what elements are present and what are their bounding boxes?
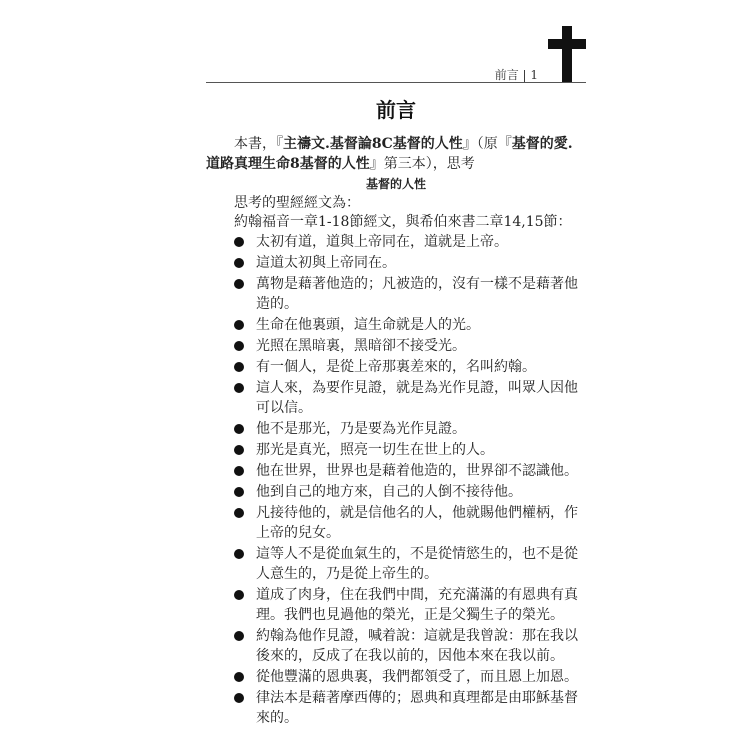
verse-text: 這人來，為要作見證，就是為光作見證，叫眾人因他可以信。: [256, 380, 578, 416]
verse-text: 生命在他裏頭，這生命就是人的光。: [256, 317, 480, 333]
verse-list: [234, 232, 586, 729]
bullet-icon: [234, 445, 244, 455]
list-item: [234, 585, 586, 625]
verse-text: 那光是真光，照亮一切生在世上的人。: [256, 442, 494, 458]
verse-text: 萬物是藉著他造的；凡被造的，沒有一樣不是藉著他造的。: [256, 276, 578, 312]
list-item: [234, 667, 586, 687]
bullet-icon: [234, 424, 244, 434]
list-item: [234, 503, 586, 543]
verse-text: 他不是那光，乃是要為光作見證。: [256, 421, 466, 437]
list-item: [234, 274, 586, 314]
list-item: [234, 419, 586, 439]
list-item: [234, 440, 586, 460]
list-item: [234, 482, 586, 502]
cross-icon: [548, 26, 586, 82]
intro-text: 本書，『: [234, 136, 283, 152]
verse-text: 這等人不是從血氣生的，不是從情慾生的，也不是從人意生的，乃是從上帝生的。: [256, 546, 578, 582]
bullet-icon: [234, 672, 244, 682]
bullet-icon: [234, 279, 244, 289]
verse-text: 凡接待他的，就是信他名的人，他就賜他們權柄，作上帝的兒女。: [256, 505, 578, 541]
list-item: [234, 461, 586, 481]
intro-text: 』第三本），思考: [369, 156, 475, 172]
verse-text: 太初有道，道與上帝同在，道就是上帝。: [256, 234, 508, 250]
bullet-icon: [234, 362, 244, 372]
list-item: [234, 544, 586, 584]
verse-text: 他在世界，世界也是藉着他造的，世界卻不認識他。: [256, 463, 578, 479]
list-item: [234, 232, 586, 252]
bullet-icon: [234, 590, 244, 600]
verse-text: 律法本是藉著摩西傳的；恩典和真理都是由耶穌基督來的。: [256, 690, 578, 726]
lead-line: 約翰福音一章1-18節經文，與希伯來書二章14,15節：: [234, 214, 572, 230]
list-item: [234, 253, 586, 273]
bullet-icon: [234, 508, 244, 518]
lead-line: 思考的聖經經文為：: [234, 195, 360, 211]
verse-text: 道成了肉身，住在我們中間，充充滿滿的有恩典有真理。我們也見過他的榮光，正是父獨生子的榮光。: [256, 587, 578, 623]
running-head: 前言 | 1: [494, 68, 538, 82]
page-title: 前言: [376, 98, 416, 122]
original-book-title: 基督的愛.道路真理生命8基督的人性: [206, 136, 573, 172]
bullet-icon: [234, 549, 244, 559]
bullet-icon: [234, 631, 244, 641]
bullet-icon: [234, 487, 244, 497]
verse-text: 有一個人，是從上帝那裏差來的，名叫約翰。: [256, 359, 536, 375]
bullet-icon: [234, 466, 244, 476]
book-title: 主禱文.基督論8C基督的人性: [283, 136, 463, 152]
bullet-icon: [234, 258, 244, 268]
intro-paragraph: [206, 134, 586, 174]
bullet-icon: [234, 693, 244, 703]
verse-text: 光照在黑暗裏，黑暗卻不接受光。: [256, 338, 466, 354]
list-item: [234, 626, 586, 666]
verse-text: 從他豐滿的恩典裏，我們都領受了，而且恩上加恩。: [256, 669, 578, 685]
bullet-icon: [234, 341, 244, 351]
bullet-icon: [234, 320, 244, 330]
intro-text: 』（原『: [462, 136, 512, 152]
verse-text: 他到自己的地方來，自己的人倒不接待他。: [256, 484, 522, 500]
list-item: [234, 336, 586, 356]
verse-text: 約翰為他作見證，喊着說：這就是我曾說：那在我以後來的，反成了在我以前的，因他本來在我以前。: [256, 628, 578, 664]
header-rule: [206, 82, 586, 83]
verse-text: 這道太初與上帝同在。: [256, 255, 396, 271]
bullet-icon: [234, 237, 244, 247]
list-item: [234, 315, 586, 335]
list-item: [234, 688, 586, 728]
list-item: [234, 357, 586, 377]
list-item: [234, 378, 586, 418]
section-subheading: 基督的人性: [365, 177, 426, 191]
bullet-icon: [234, 383, 244, 393]
